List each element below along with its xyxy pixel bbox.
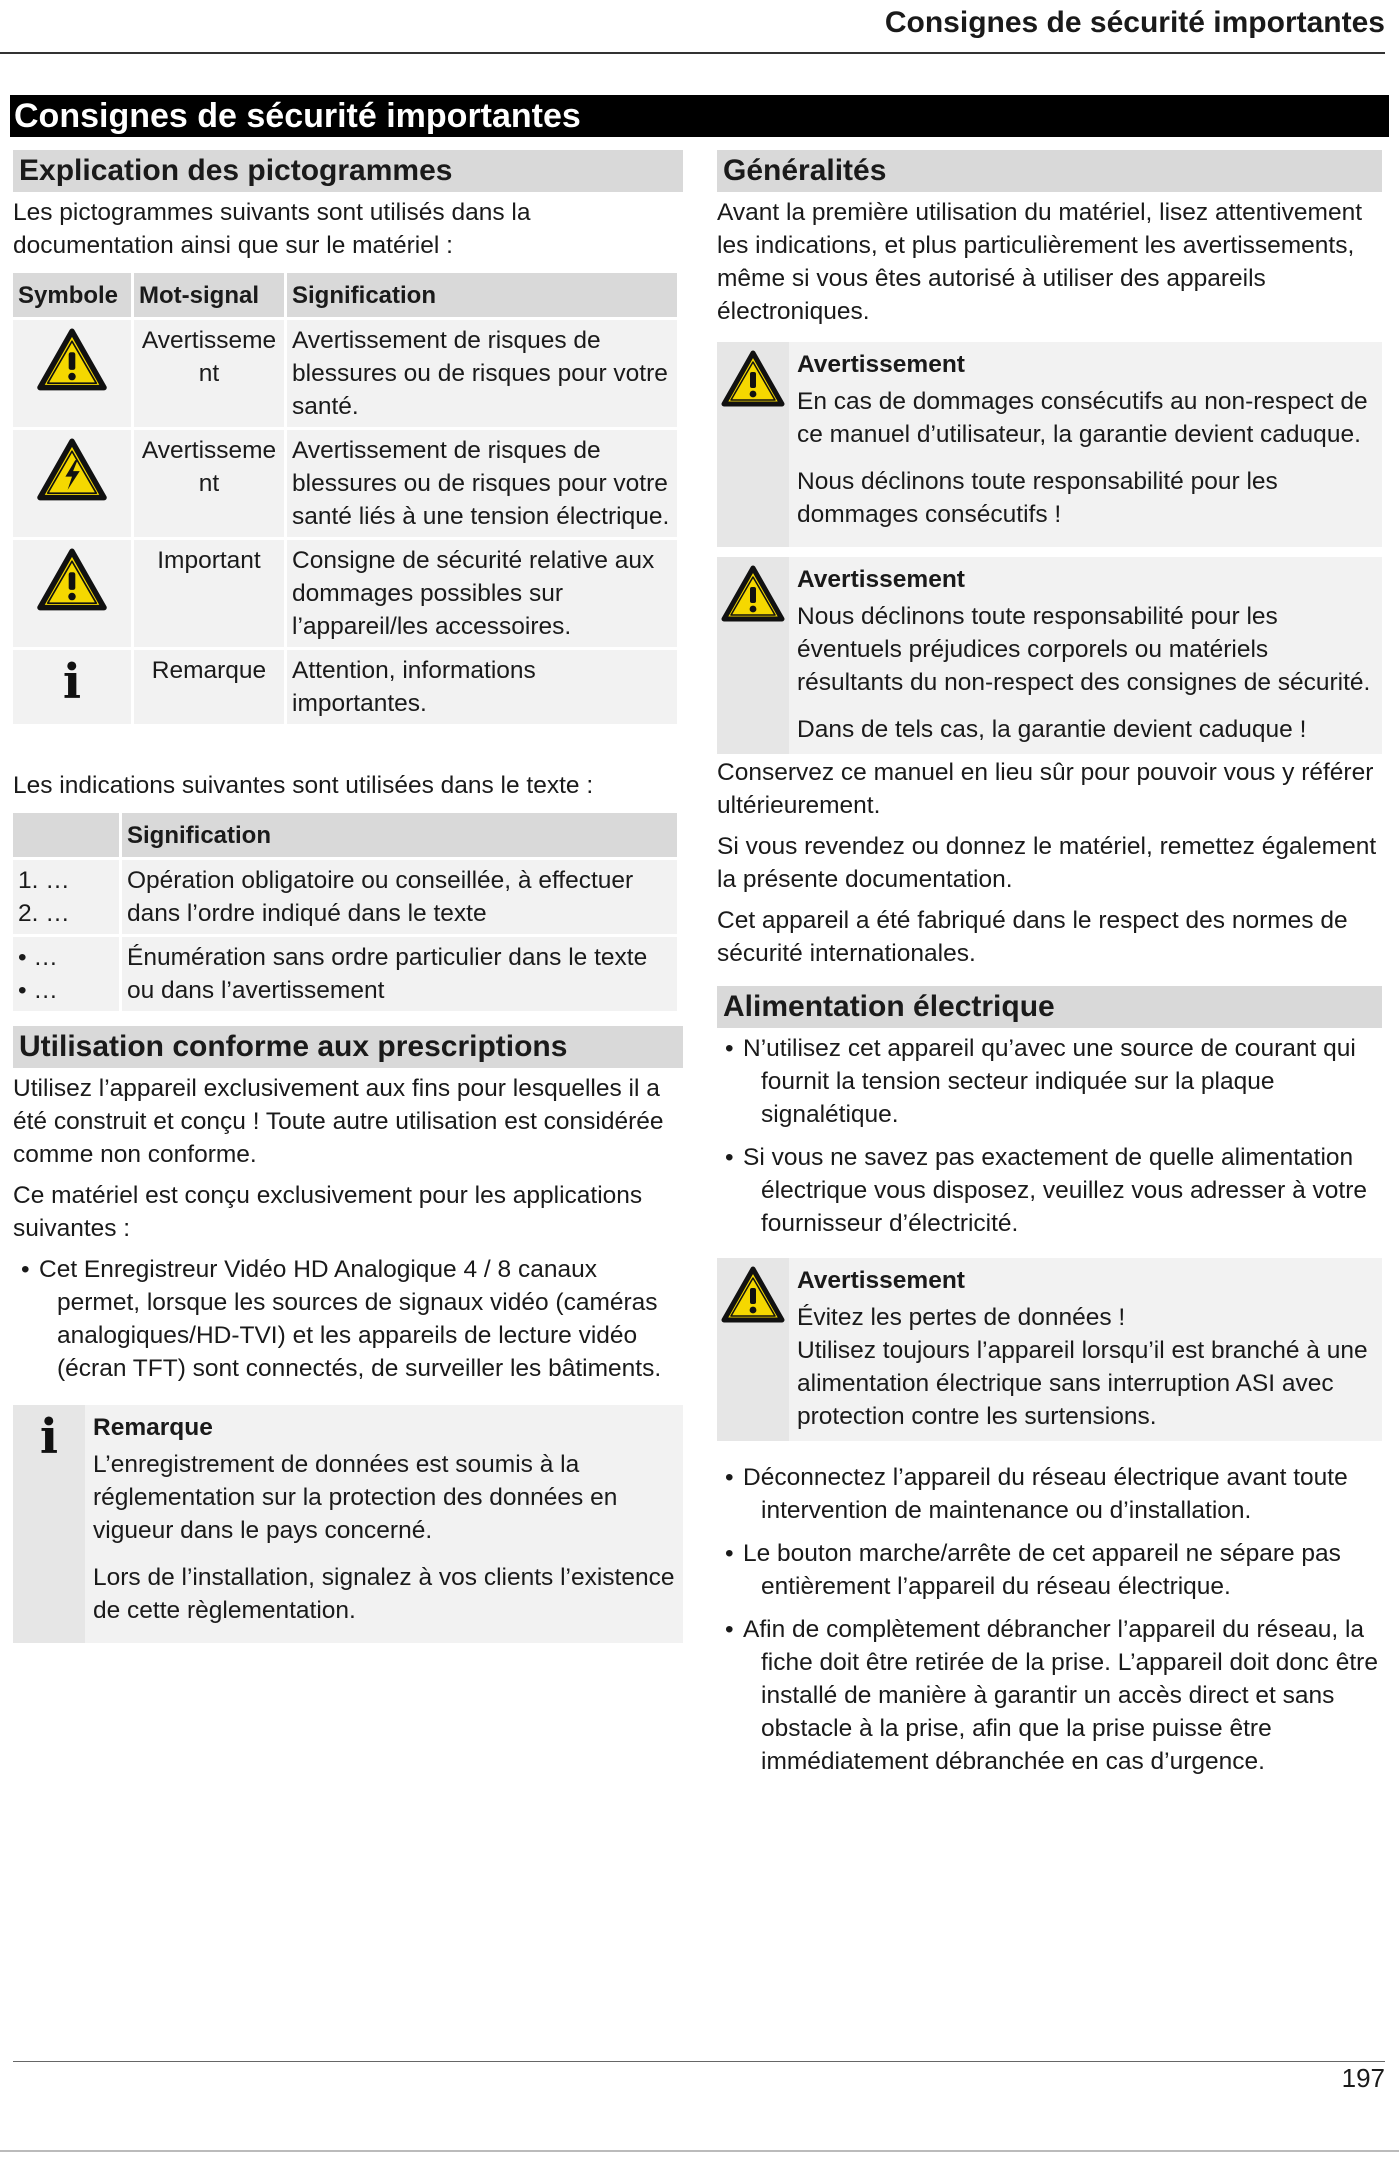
indications-intro: Les indications suivantes sont utilisées dans le texte : <box>13 772 594 799</box>
table-row <box>13 540 677 647</box>
meaning: Attention, informations importantes. <box>287 650 677 724</box>
signal-word: Avertisseme nt <box>134 320 284 427</box>
note-p2: Lors de l’installation, signalez à vos clients l’existence de cette règlementation. <box>93 1564 675 1624</box>
warning-body <box>789 1258 1382 1441</box>
info-icon: i <box>39 1409 59 1465</box>
pictogram-table <box>10 270 680 727</box>
table-header-row <box>13 273 677 317</box>
warning-triangle-icon <box>721 565 785 623</box>
signal-word: Avertisseme nt <box>134 430 284 537</box>
symbol-cell <box>13 650 131 724</box>
page-header <box>0 0 1385 54</box>
general-intro: Avant la première utilisation du matériel, lisez attentivement les indications, et plus particulièrement les avertissements, même si vous êtes autorisé à utiliser des appareils électroniques. <box>717 199 1363 325</box>
marker-cell: • … • … <box>13 937 119 1011</box>
table-row <box>13 430 677 537</box>
note-title: Remarque <box>93 1414 213 1441</box>
power-list <box>717 1032 1382 1240</box>
warning-p1: Nous déclinons toute responsabilité pour les éventuels préjudices corporels ou matériels résultants du non-respect des consignes de sécurité. <box>797 603 1371 696</box>
table-row <box>13 320 677 427</box>
usage-heading: Utilisation conforme aux prescriptions <box>13 1026 683 1068</box>
meaning: Avertissement de risques de blessures ou de risques pour votre santé liés à une tension électrique. <box>287 430 677 537</box>
info-icon: i <box>62 654 82 710</box>
symbol-cell <box>13 320 131 427</box>
note-p1: L’enregistrement de données est soumis à la réglementation sur la protection des données en vigueur dans le pays concerné. <box>93 1451 618 1544</box>
list-item: • Si vous ne savez pas exactement de quelle alimentation électrique vous disposez, veuillez vous adresser à votre fournisseur d’électricité. <box>717 1141 1382 1240</box>
warning-body <box>789 342 1382 547</box>
usage-p1: Utilisez l’appareil exclusivement aux fins pour lesquelles il a été construit et conçu ! Toute autre utilisation est considérée comme non conforme. <box>13 1075 664 1168</box>
list-item: • Cet Enregistreur Vidéo HD Analogique 4 / 8 canaux permet, lorsque les sources de signaux vidéo (caméras analogiques/HD-TVI) et les appareils de lecture vidéo (écran TFT) sont connectés, de surveiller les bâtiments. <box>13 1253 683 1385</box>
note-icon-cell <box>717 557 789 754</box>
table-row <box>13 650 677 724</box>
general-p3: Cet appareil a été fabriqué dans le respect des normes de sécurité internationales. <box>717 907 1348 967</box>
page-number: 197 <box>1341 2063 1385 2093</box>
note-body <box>85 1405 683 1643</box>
col-symbole: Symbole <box>13 273 131 317</box>
warning-box <box>717 342 1382 547</box>
list-item: • Afin de complètement débrancher l’appareil du réseau, la fiche doit être retirée de la prise. L’appareil doit donc être installé de manière à garantir un accès direct et sans obstacle à la prise, afin que la prise puisse être immédiatement débranchée en cas d’urgence. <box>717 1613 1382 1778</box>
col-mot-signal: Mot-signal <box>134 273 284 317</box>
signal-word: Remarque <box>134 650 284 724</box>
usage-list <box>13 1253 683 1385</box>
warning-triangle-icon <box>721 1266 785 1324</box>
note-icon-cell <box>717 1258 789 1441</box>
meaning: Avertissement de risques de blessures ou de risques pour votre santé. <box>287 320 677 427</box>
pictograms-heading: Explication des pictogrammes <box>13 150 683 192</box>
indications-table <box>10 810 680 1014</box>
col-signification: Signification <box>122 813 677 857</box>
meaning: Consigne de sécurité relative aux dommages possibles sur l’appareil/les accessoires. <box>287 540 677 647</box>
symbol-cell <box>13 540 131 647</box>
pictograms-intro: Les pictogrammes suivants sont utilisés dans la documentation ainsi que sur le matériel : <box>13 199 531 259</box>
table-row <box>13 860 677 934</box>
list-item: • Déconnectez l’appareil du réseau électrique avant toute intervention de maintenance ou d’installation. <box>717 1461 1382 1527</box>
main-banner: Consignes de sécurité importantes <box>10 95 1389 137</box>
warning-body <box>789 557 1382 754</box>
note-icon-cell <box>13 1405 85 1643</box>
warning-box <box>717 557 1382 754</box>
general-p1: Conservez ce manuel en lieu sûr pour pouvoir vous y référer ultérieurement. <box>717 759 1374 819</box>
page-footer-rule <box>13 2061 1385 2062</box>
indication-text: Opération obligatoire ou conseillée, à effectuer dans l’ordre indiqué dans le texte <box>122 860 677 934</box>
general-p2: Si vous revendez ou donnez le matériel, remettez également la présente documentation. <box>717 833 1377 893</box>
header-title: Consignes de sécurité importantes <box>884 6 1385 39</box>
empty-header-cell <box>13 813 119 857</box>
warning-p2: Utilisez toujours l’appareil lorsqu’il est branché à une alimentation électrique sans interruption ASI avec protection contre les surtensions. <box>797 1337 1368 1430</box>
marker-cell: 1. … 2. … <box>13 860 119 934</box>
warning-p2: Dans de tels cas, la garantie devient caduque ! <box>797 716 1307 743</box>
signal-word: Important <box>134 540 284 647</box>
power-list-2 <box>717 1461 1382 1778</box>
usage-note <box>13 1405 683 1643</box>
right-column <box>717 150 1382 1788</box>
left-column <box>13 150 683 1653</box>
warning-triangle-icon <box>36 328 108 392</box>
warning-title: Avertissement <box>797 1267 965 1294</box>
warning-box <box>717 1258 1382 1441</box>
warning-title: Avertissement <box>797 566 965 593</box>
col-signification: Signification <box>287 273 677 317</box>
bottom-rule <box>0 2150 1399 2152</box>
table-row <box>13 937 677 1011</box>
note-icon-cell <box>717 342 789 547</box>
warning-title: Avertissement <box>797 351 965 378</box>
warning-triangle-icon <box>721 350 785 408</box>
list-item: • Le bouton marche/arrête de cet appareil ne sépare pas entièrement l’appareil du réseau électrique. <box>717 1537 1382 1603</box>
warning-triangle-icon <box>36 548 108 612</box>
table-header-row <box>13 813 677 857</box>
warning-p1: En cas de dommages consécutifs au non-respect de ce manuel d’utilisateur, la garantie devient caduque. <box>797 388 1368 448</box>
symbol-cell <box>13 430 131 537</box>
indication-text: Énumération sans ordre particulier dans le texte ou dans l’avertissement <box>122 937 677 1011</box>
list-item: • N’utilisez cet appareil qu’avec une source de courant qui fournit la tension secteur indiquée sur la plaque signalétique. <box>717 1032 1382 1131</box>
usage-p2: Ce matériel est conçu exclusivement pour les applications suivantes : <box>13 1182 643 1242</box>
warning-p2: Nous déclinons toute responsabilité pour les dommages consécutifs ! <box>797 468 1278 528</box>
power-heading: Alimentation électrique <box>717 986 1382 1028</box>
warning-p1: Évitez les pertes de données ! <box>797 1304 1126 1331</box>
electric-hazard-icon <box>36 438 108 502</box>
general-heading: Généralités <box>717 150 1382 192</box>
